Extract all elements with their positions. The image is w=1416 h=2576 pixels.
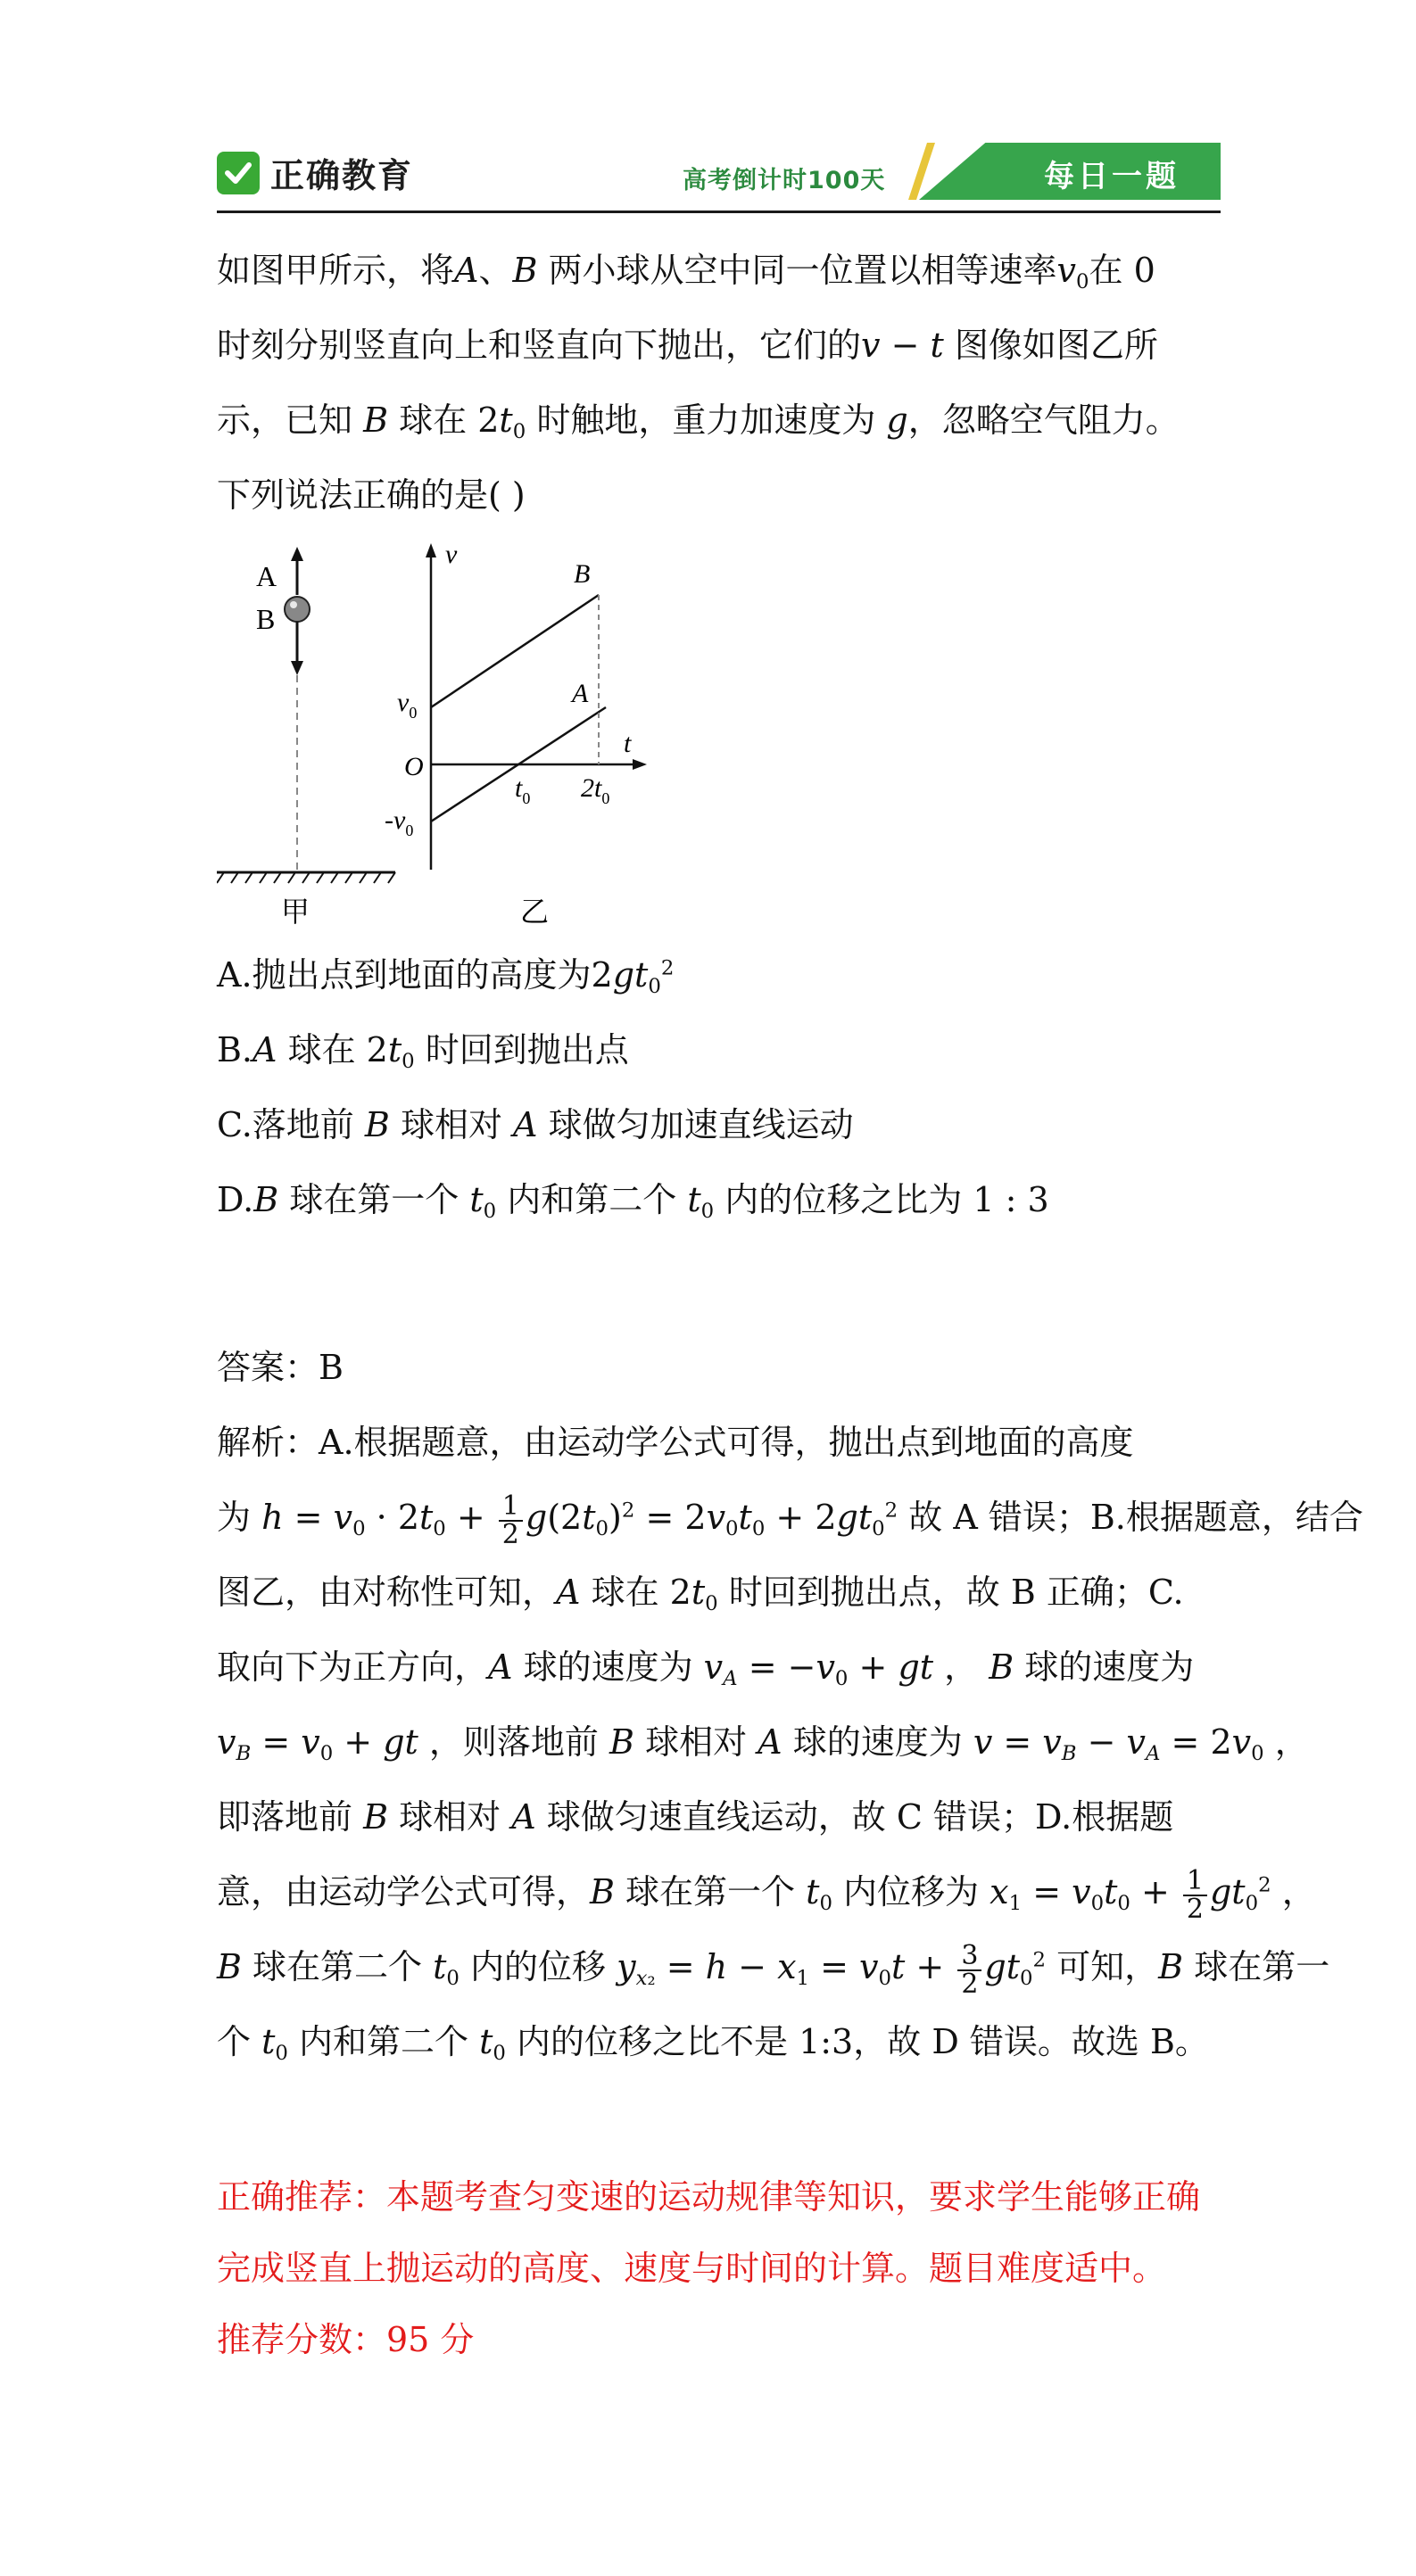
tick-2t0: $2t_0$ xyxy=(581,773,610,807)
question-line-2: 时刻分别竖直向上和竖直向下抛出，它们的v − t 图像如图乙所 xyxy=(217,326,1158,365)
question-line-3: 示，已知 B 球在 $2t_0$ 时触地，重力加速度为 g，忽略空气阻力。 xyxy=(217,400,1180,443)
analysis-line-2: 为 $h = v_0 \cdot 2t_0$ + $\frac{1}{2}$ $g(2t_0)^2 = 2v_0t_0 + 2gt_0^2$ 故 A 错误；B.根据题意，结合 xyxy=(217,1490,1363,1550)
tick-neg-v0: $-v_0$ xyxy=(385,805,414,839)
analysis-line-5: $v_B = v_0$ + gt ，则落地前 B 球相对 A 球的速度为 $v = v_B - v_A = 2v_0$ ， xyxy=(217,1722,1309,1765)
answer-label: 答案：B xyxy=(217,1348,344,1387)
option-b[interactable]: B.A 球在 $2t_0$ 时回到抛出点 xyxy=(217,1030,629,1073)
recommendation-text: 正确推荐：本题考查匀变速的运动规律等知识，要求学生能够正确完成竖直上抛运动的高度、速度与时间的计算。题目难度适中。 xyxy=(217,2177,1201,2288)
axis-v-label: v xyxy=(445,540,458,569)
axis-t-label: t xyxy=(624,729,632,758)
ball-highlight xyxy=(290,601,297,608)
down-arrow-head xyxy=(291,661,303,675)
label-a: A xyxy=(256,560,277,592)
figure xyxy=(217,540,699,932)
ground-hatch xyxy=(217,872,395,883)
analysis-line-8: B 球在第二个 $t_0$ 内的位移 $y_{x_2} = h - x_1 = v_0t$ + $\frac{3}{2}$ $gt_0^2$ 可知，B 球在第一 xyxy=(217,1939,1330,2000)
figure-svg xyxy=(217,540,699,932)
tick-t0: $t_0$ xyxy=(515,773,531,807)
caption-yi: 乙 xyxy=(520,895,550,929)
up-arrow-head xyxy=(291,547,303,561)
document-page xyxy=(217,143,1363,2375)
brand-name: 正确教育 xyxy=(270,156,414,195)
option-a[interactable]: A.抛出点到地面的高度为$2gt_0^2$ xyxy=(217,955,675,998)
v-axis-arrow xyxy=(426,543,436,557)
question-line-1: 如图甲所示，将A、B 两小球从空中同一位置以相等速率$v_0$在 0 xyxy=(217,251,1155,293)
label-b: B xyxy=(256,603,276,635)
analysis-line-7: 意，由运动学公式可得，B 球在第一个 $t_0$ 内位移为 $x_1 = v_0t_0$ + $\frac{1}{2}$ $gt_0^2$ ， xyxy=(217,1864,1316,1925)
t-axis-arrow xyxy=(633,759,647,770)
analysis-line-9: 个 $t_0$ 内和第二个 $t_0$ 内的位移之比不是 1:3，故 D 错误。故选 B。 xyxy=(217,2022,1209,2065)
line-a-label: A xyxy=(572,679,589,708)
daily-label: 每日一题 xyxy=(1044,159,1180,194)
question-line-4: 下列说法正确的是( ) xyxy=(217,475,526,515)
checkmark-icon xyxy=(217,152,260,194)
analysis-line-4: 取向下为正方向，A 球的速度为 $v_A = -v_0$ + gt ， B 球的速度为 xyxy=(217,1647,1195,1690)
line-b-label: B xyxy=(574,559,591,589)
header-banner xyxy=(217,143,1221,213)
recommendation xyxy=(217,2161,1221,2375)
options-list xyxy=(217,937,1221,1237)
analysis-line-6: 即落地前 B 球相对 A 球做匀速直线运动，故 C 错误；D.根据题 xyxy=(217,1797,1174,1837)
ball-icon xyxy=(285,597,310,622)
analysis-line-1: 解析：A.根据题意，由运动学公式可得，抛出点到地面的高度 xyxy=(217,1423,1134,1462)
answer-section xyxy=(217,1330,1363,2079)
question-text xyxy=(217,233,1221,533)
brand xyxy=(217,148,413,197)
recommendation-score: 推荐分数：95 分 xyxy=(217,2320,475,2359)
option-d[interactable]: D.B 球在第一个 $t_0$ 内和第二个 $t_0$ 内的位移之比为 1 : 3 xyxy=(217,1180,1049,1223)
analysis-line-3: 图乙，由对称性可知，A 球在 $2t_0$ 时回到抛出点，故 B 正确；C. xyxy=(217,1573,1184,1615)
countdown-label: 高考倒计时100天 xyxy=(683,167,886,194)
caption-jia: 甲 xyxy=(281,895,311,929)
origin-label: O xyxy=(404,752,424,781)
option-c[interactable]: C.落地前 B 球相对 A 球做匀加速直线运动 xyxy=(217,1105,854,1144)
tick-v0: $v_0$ xyxy=(397,688,418,722)
